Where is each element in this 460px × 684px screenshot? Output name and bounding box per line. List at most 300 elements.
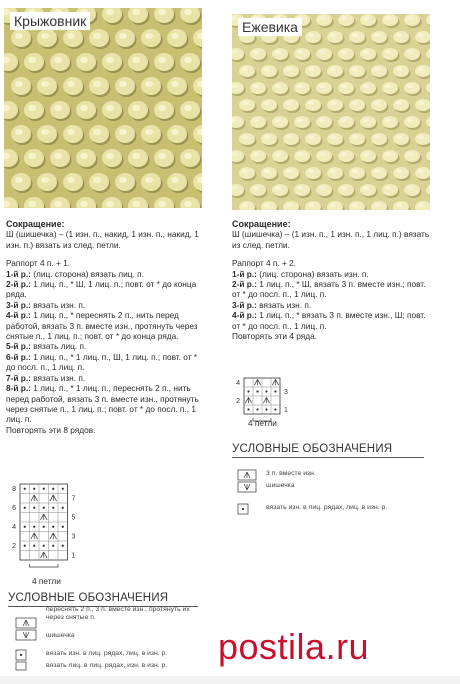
stitch-highlight (341, 16, 347, 20)
stitch-bump (250, 48, 266, 60)
stitch-highlight (297, 50, 303, 54)
stitch-highlight (54, 153, 62, 159)
stitch-highlight (264, 203, 270, 207)
instruction-row (232, 269, 432, 279)
row-text: вязать изн. п. (30, 299, 86, 310)
purl-symbol (33, 545, 35, 547)
purl-symbol (33, 488, 35, 490)
stitch-bump (360, 48, 376, 60)
stitch-highlight (418, 169, 424, 173)
stitch-highlight (385, 118, 391, 122)
chart-row-number: 2 (12, 543, 16, 551)
stitch-bump (294, 82, 310, 94)
stitch-highlight (352, 169, 358, 173)
stitch-highlight (396, 135, 402, 139)
stitch-highlight (253, 152, 259, 156)
stitch-highlight (286, 169, 292, 173)
purl-symbol (52, 488, 54, 490)
row-text: (лиц. сторона) вязать изн. п. (256, 268, 369, 279)
stitch-highlight (374, 67, 380, 71)
stitch-highlight (352, 101, 358, 105)
gooseberry-stitch-photo (4, 8, 202, 208)
chart-row-number: 5 (71, 514, 76, 522)
stitch-highlight (385, 84, 391, 88)
abbrev-title: Сокращение: (6, 219, 65, 229)
stitch-chart (232, 374, 312, 422)
stitch-bump (382, 14, 398, 26)
stitch-bump (261, 167, 277, 179)
stitch-highlight (385, 186, 391, 190)
stitch-highlight (264, 169, 270, 173)
stitch-bump (316, 150, 332, 162)
stitch-bump (404, 14, 420, 26)
instruction-row (6, 269, 204, 279)
purl-symbol (256, 390, 258, 392)
chart-row-number: 4 (12, 524, 16, 532)
instruction-row (6, 383, 204, 425)
stitch-bump (239, 133, 255, 145)
stitch-highlight (106, 153, 114, 159)
stitch-highlight (184, 105, 192, 111)
stitch-highlight (407, 84, 413, 88)
stitch-bump (382, 150, 398, 162)
stitch-highlight (264, 101, 270, 105)
stitch-highlight (132, 201, 140, 207)
stitch-highlight (67, 81, 75, 87)
purl-symbol (20, 654, 22, 656)
stitch-bump (349, 133, 365, 145)
row-label: 2-й р.: (232, 279, 257, 290)
legend-item: переснять 2 п., 3 п. вместе изн., протянуть их через снятые п. (46, 606, 190, 622)
stitch-bump (360, 184, 376, 196)
stitch-highlight (242, 203, 248, 207)
stitch-bump (294, 116, 310, 128)
stitch-highlight (28, 105, 36, 111)
stitch-highlight (80, 57, 88, 63)
row-label: 8-й р.: (6, 383, 31, 394)
stitch-highlight (15, 177, 23, 183)
stitch-bump (371, 99, 387, 111)
abbrev-text: Ш (шишечка) – (1 изн. п., 1 изн. п., 1 лиц. п.) вязать из след. петли. (232, 229, 430, 250)
stitch-highlight (132, 105, 140, 111)
chart-row-number: 7 (71, 495, 76, 503)
stitch-highlight (319, 118, 325, 122)
stitch-highlight (286, 101, 292, 105)
stitch-highlight (106, 57, 114, 63)
purl-symbol (24, 488, 26, 490)
stitch-highlight (297, 84, 303, 88)
stitch-highlight (319, 16, 325, 20)
stitch-bump (283, 99, 299, 111)
purl-symbol (265, 408, 267, 410)
stitch-bump (404, 48, 420, 60)
purl-symbol (256, 408, 258, 410)
stitch-highlight (418, 135, 424, 139)
stitch-bump (382, 184, 398, 196)
stitch-bump (382, 82, 398, 94)
stitch-highlight (308, 101, 314, 105)
stitch-highlight (145, 177, 153, 183)
stitch-bump (393, 65, 409, 77)
stitch-highlight (374, 101, 380, 105)
stitch-highlight (119, 81, 127, 87)
row-label: 1-й р.: (232, 268, 257, 279)
stitch-bump (239, 167, 255, 179)
stitch-highlight (242, 101, 248, 105)
stitch-bump (382, 116, 398, 128)
stitch-highlight (54, 105, 62, 111)
stitch-highlight (330, 203, 336, 207)
abbrev-text: Ш (шишечка) – (1 изн. п., накид, 1 изн. п., накид, 1 изн. п.) вязать из след. петли. (6, 229, 199, 250)
chart-row-number: 3 (284, 388, 288, 396)
row-text: 1 лиц. п., * 1 лиц. п., переснять 2 п., нить перед работой, вязать 3 п. вместе изн., протянуть через снятые п., 1 лиц. п.; повт. от * до посл. п., 1 лиц. п. (6, 383, 199, 425)
stitch-highlight (407, 186, 413, 190)
stitch-bump (393, 133, 409, 145)
legend-item: шишечка (266, 482, 295, 489)
stitch-highlight (418, 101, 424, 105)
stitch-highlight (184, 153, 192, 159)
stitch-bump (360, 14, 376, 26)
stitch-highlight (80, 105, 88, 111)
stitch-bump (338, 184, 354, 196)
stitch-bump (393, 99, 409, 111)
stitch-highlight (264, 135, 270, 139)
stitch-bump (338, 14, 354, 26)
stitch-highlight (396, 203, 402, 207)
stitch-highlight (28, 57, 36, 63)
stitch-bump (294, 48, 310, 60)
stitch-highlight (41, 177, 49, 183)
stitch-highlight (330, 101, 336, 105)
stitch-bump (338, 116, 354, 128)
stitch-highlight (330, 135, 336, 139)
stitch-highlight (275, 186, 281, 190)
stitch-bump (283, 65, 299, 77)
instruction-row (232, 300, 432, 310)
row-label: 3-й р.: (232, 299, 257, 310)
purl-symbol (274, 390, 276, 392)
stitch-bump (250, 116, 266, 128)
row-label: 2-й р.: (6, 279, 31, 290)
purl-symbol (43, 545, 45, 547)
row-label: 6-й р.: (6, 351, 31, 362)
stitch-bump (294, 150, 310, 162)
row-label: 3-й р.: (6, 299, 31, 310)
row-text: 1 лиц. п., * переснять 2 п., нить перед работой, вязать 3 п. вместе изн., протянуть через снятые п., 1 лиц. п.; повт. от * до конца ряда. (6, 310, 198, 342)
row-label: 1-й р.: (6, 268, 31, 279)
stitch-highlight (286, 67, 292, 71)
purl-symbol (33, 507, 35, 509)
stitch-highlight (363, 50, 369, 54)
chart-row-number: 4 (236, 379, 240, 387)
stitch-highlight (330, 67, 336, 71)
stitch-highlight (341, 186, 347, 190)
stitch-highlight (341, 118, 347, 122)
stitch-highlight (275, 152, 281, 156)
gooseberry-texture-image (4, 8, 202, 208)
stitch-highlight (67, 33, 75, 39)
purl-symbol (265, 390, 267, 392)
stitch-highlight (418, 67, 424, 71)
stitch-bump (305, 167, 321, 179)
stitch-highlight (407, 16, 413, 20)
stitch-bump (316, 116, 332, 128)
instruction-row (232, 310, 432, 331)
stitch-highlight (363, 118, 369, 122)
stitch-highlight (374, 169, 380, 173)
stitch-highlight (275, 84, 281, 88)
row-text: (лиц. сторона) вязать лиц. п. (30, 268, 144, 279)
stitch-highlight (341, 50, 347, 54)
blackberry-stitch-photo (232, 14, 430, 210)
legend-item: вязать изн. в лиц. рядах, лиц. в изн. р. (46, 650, 168, 657)
stitch-highlight (171, 129, 179, 135)
stitch-highlight (352, 203, 358, 207)
stitch-highlight (363, 84, 369, 88)
repeat-note: Повторять эти 8 рядов. (6, 424, 96, 435)
stitch-highlight (41, 129, 49, 135)
legend-title: УСЛОВНЫЕ ОБОЗНАЧЕНИЯ (8, 592, 169, 604)
stitch-bump (371, 133, 387, 145)
purl-symbol (52, 545, 54, 547)
site-watermark[interactable]: postila.ru (218, 626, 370, 667)
legend-symbols (236, 466, 260, 518)
repeat-text: Раппорт 4 п. + 2. (232, 258, 297, 269)
stitch-highlight (374, 33, 380, 37)
stitch-highlight (396, 33, 402, 37)
stitch-highlight (93, 33, 101, 39)
row-text: вязать лиц. п. (30, 341, 87, 352)
stitch-bump (327, 99, 343, 111)
stitch-bump (404, 184, 420, 196)
stitch-highlight (67, 177, 75, 183)
stitch-highlight (158, 9, 166, 15)
photo-label: Ежевика (238, 18, 302, 36)
stitch-highlight (297, 186, 303, 190)
stitch-highlight (374, 203, 380, 207)
stitch-highlight (28, 153, 36, 159)
stitch-highlight (352, 135, 358, 139)
stitch-highlight (106, 201, 114, 207)
instruction-row (6, 279, 204, 300)
repeat-note: Повторять эти 4 ряда. (232, 331, 318, 342)
stitch-bump (283, 133, 299, 145)
stitch-highlight (171, 33, 179, 39)
chart-caption: 4 петли (32, 576, 61, 586)
stitch-bump (327, 31, 343, 43)
stitch-bump (360, 150, 376, 162)
row-text: 1 лиц. п., * 1 лиц. п., Ш, 1 лиц. п.; повт. от * до посл. п., 1 лиц. п. (6, 351, 198, 373)
stitch-highlight (308, 33, 314, 37)
stitch-bump (239, 99, 255, 111)
row-text: 1 лиц. п., * вязать 3 п. вместе изн., Ш; повт. от * до посл. п., 1 лиц. п. (232, 310, 426, 331)
stitch-highlight (352, 33, 358, 37)
row-text: 1 лиц. п., * Ш, 1 лиц. п.; повт. от * до конца ряда. (6, 279, 197, 300)
stitch-highlight (145, 81, 153, 87)
blackberry-texture-image (232, 14, 430, 210)
row-label: 7-й р.: (6, 372, 31, 383)
purl-symbol (24, 507, 26, 509)
stitch-highlight (275, 118, 281, 122)
stitch-highlight (171, 177, 179, 183)
stitch-highlight (308, 67, 314, 71)
stitch-bump (261, 99, 277, 111)
stitch-highlight (28, 201, 36, 207)
stitch-highlight (93, 177, 101, 183)
stitch-highlight (319, 186, 325, 190)
stitch-highlight (15, 33, 23, 39)
chart-row-number: 3 (71, 533, 76, 541)
stitch-highlight (418, 203, 424, 207)
stitch-bump (349, 31, 365, 43)
stitch-highlight (407, 152, 413, 156)
stitch-highlight (396, 101, 402, 105)
purl-symbol (43, 488, 45, 490)
stitch-highlight (286, 203, 292, 207)
stitch-highlight (242, 135, 248, 139)
purl-symbol (62, 545, 64, 547)
stitch-bump (349, 167, 365, 179)
stitch-bump (393, 167, 409, 179)
stitch-bump (250, 82, 266, 94)
stitch-highlight (374, 135, 380, 139)
stitch-bump (283, 167, 299, 179)
stitch-bump (250, 184, 266, 196)
stitch-highlight (363, 152, 369, 156)
stitch-highlight (184, 201, 192, 207)
stitch-highlight (253, 84, 259, 88)
stitch-highlight (80, 201, 88, 207)
purl-symbol (43, 526, 45, 528)
row-text: вязать изн. п. (256, 299, 312, 310)
stitch-bump (305, 31, 321, 43)
stitch-highlight (80, 153, 88, 159)
stitch-bump (261, 133, 277, 145)
stitch-highlight (330, 33, 336, 37)
stitch-highlight (407, 50, 413, 54)
stitch-highlight (275, 50, 281, 54)
stitch-highlight (385, 152, 391, 156)
stitch-highlight (15, 129, 23, 135)
stitch-highlight (171, 81, 179, 87)
stitch-highlight (184, 9, 192, 15)
stitch-highlight (253, 186, 259, 190)
row-text: вязать изн. п. (30, 372, 86, 383)
stitch-highlight (158, 57, 166, 63)
legend-item: вязать изн. в лиц. рядах, лиц. в изн. р. (266, 504, 388, 511)
stitch-highlight (145, 33, 153, 39)
stitch-highlight (308, 203, 314, 207)
row-list (232, 269, 432, 331)
abbrev-title: Сокращение: (232, 219, 291, 229)
purl-symbol (52, 507, 54, 509)
stitch-highlight (264, 67, 270, 71)
stitch-highlight (396, 67, 402, 71)
stitch-bump (316, 184, 332, 196)
purl-symbol (62, 488, 64, 490)
purl-symbol (24, 545, 26, 547)
legend-title: УСЛОВНЫЕ ОБОЗНАЧЕНИЯ (232, 443, 393, 455)
stitch-highlight (54, 57, 62, 63)
purl-symbol (43, 507, 45, 509)
stitch-highlight (132, 153, 140, 159)
row-label: 5-й р.: (6, 341, 31, 352)
row-label: 4-й р.: (232, 310, 257, 321)
legend-symbols (14, 606, 38, 672)
stitch-highlight (41, 81, 49, 87)
stitch-bump (349, 99, 365, 111)
stitch-bump (338, 150, 354, 162)
row-label: 4-й р.: (6, 310, 31, 321)
chart-row-number: 8 (12, 486, 16, 494)
stitch-highlight (119, 33, 127, 39)
stitch-highlight (253, 50, 259, 54)
stitch-highlight (418, 33, 424, 37)
stitch-highlight (297, 152, 303, 156)
left-instructions (6, 219, 204, 435)
stitch-highlight (158, 105, 166, 111)
instruction-row (232, 279, 432, 300)
legend-item: 3 п. вместе изн. (266, 470, 316, 477)
instruction-row (6, 373, 204, 383)
stitch-bump (316, 82, 332, 94)
chart-row-number: 2 (236, 397, 240, 405)
stitch-highlight (54, 201, 62, 207)
stitch-bump (327, 167, 343, 179)
stitch-bump (371, 31, 387, 43)
stitch-bump (338, 82, 354, 94)
instruction-row (6, 341, 204, 351)
stitch-highlight (341, 152, 347, 156)
stitch-bump (305, 65, 321, 77)
row-list (6, 269, 204, 425)
stitch-highlight (286, 135, 292, 139)
stitch-highlight (308, 169, 314, 173)
stitch-highlight (385, 16, 391, 20)
legend-item: шишечка (46, 632, 75, 639)
stitch-highlight (396, 169, 402, 173)
stitch-highlight (41, 33, 49, 39)
purl-symbol (242, 508, 244, 510)
purl-symbol (52, 526, 54, 528)
stitch-highlight (15, 81, 23, 87)
stitch-highlight (352, 67, 358, 71)
stitch-bump (404, 150, 420, 162)
stitch-highlight (132, 57, 140, 63)
stitch-highlight (363, 186, 369, 190)
stitch-bump (272, 48, 288, 60)
instruction-row (6, 300, 204, 310)
bottom-bar (0, 676, 460, 684)
stitch-bump (305, 133, 321, 145)
stitch-bump (371, 65, 387, 77)
stitch-bump (360, 82, 376, 94)
legend-symbol-box (16, 662, 26, 670)
chart-caption: 4 петли (248, 418, 277, 428)
purl-symbol (247, 390, 249, 392)
stitch-highlight (145, 129, 153, 135)
instruction-row (6, 352, 204, 373)
stitch-bump (261, 65, 277, 77)
stitch-bump (316, 14, 332, 26)
stitch-bump (316, 48, 332, 60)
stitch-bump (360, 116, 376, 128)
stitch-bump (404, 116, 420, 128)
stitch-highlight (330, 169, 336, 173)
stitch-highlight (319, 84, 325, 88)
stitch-highlight (319, 50, 325, 54)
stitch-bump (371, 167, 387, 179)
